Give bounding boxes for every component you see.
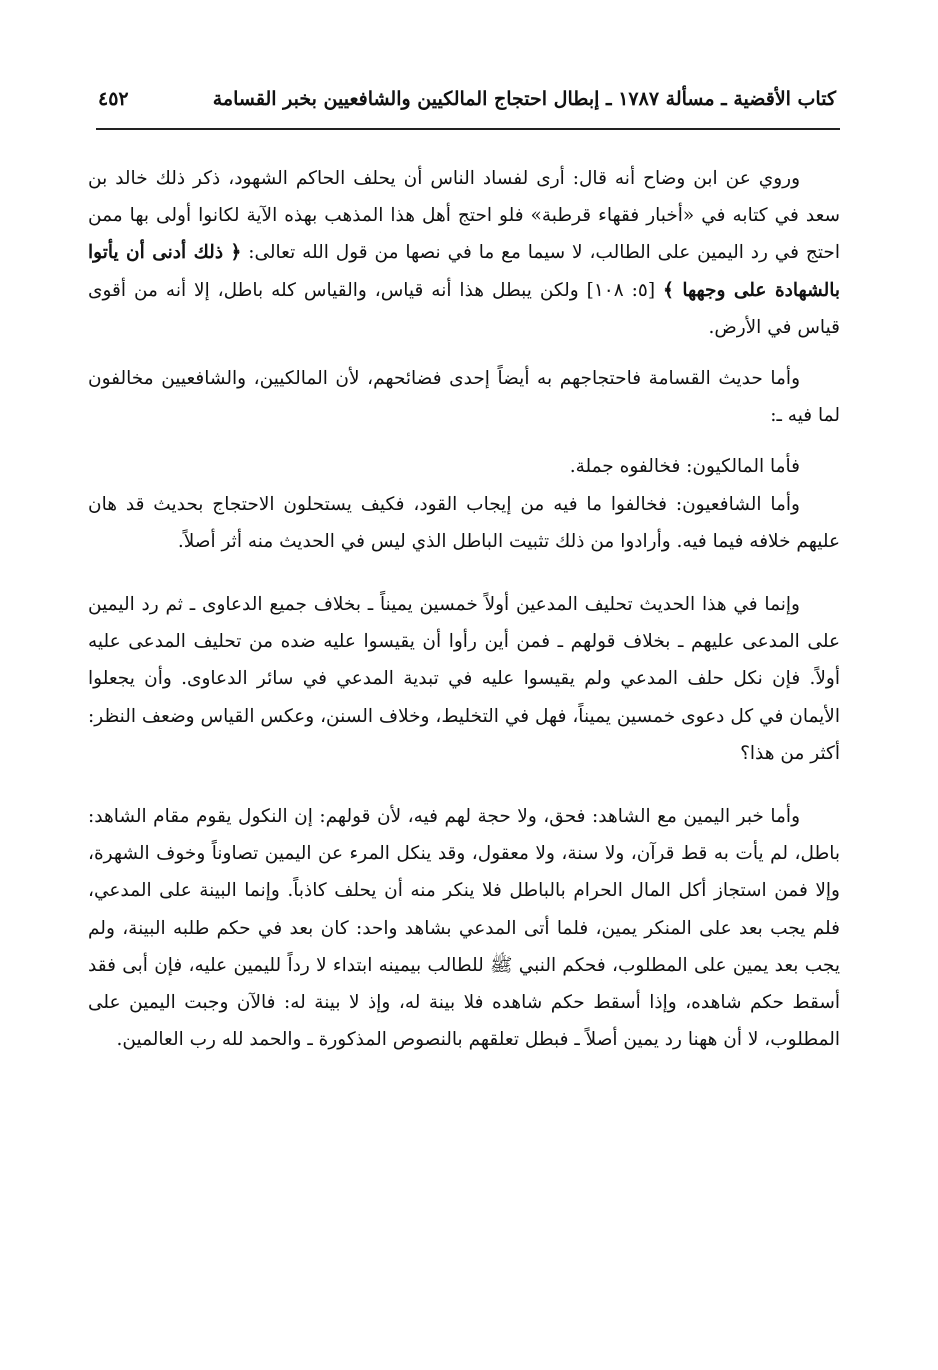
paragraph-gap <box>88 560 840 586</box>
paragraph-gap <box>88 434 840 448</box>
page-number: ٤٥٢ <box>98 88 129 110</box>
paragraph-text: وروي عن ابن وضاح أنه قال: أرى لفساد الناس أن يحلف الحاكم الشهود، ذكر ذلك خالد بن سعد في كتابه في «أخبار فقهاء قرطبة» فلو احتج أهل هذا المذهب بهذه الآية لكانوا أولى بها ممن احتج في رد اليمين على الطالب، لا سيما مع ما في نصها من قول الله تعالى: <box>88 168 841 264</box>
paragraph-shafiis: وأما الشافعيون: فخالفوا ما فيه من إيجاب القود، فكيف يستحلون الاحتجاج بحديث قد هان عليهم خلافه فيما فيه. وأرادوا من ذلك تثبيت الباطل الذي ليس في الحديث منه أثر أصلاً. <box>88 493 840 552</box>
body-text <box>88 160 840 1058</box>
paragraph-hadith: وإنما في هذا الحديث تحليف المدعين أولاً خمسين يميناً ـ بخلاف جميع الدعاوى ـ ثم رد اليمين على المدعى عليهم ـ بخلاف قولهم ـ فمن أين رأوا أن يقيسوا عليه ضده من تحليف المدعى عليه أولاً. فإن نكل حلف المدعي ولم يقيسوا عليه في تبدية المدعي في سائر الدعاوى. وأن يجعلوا الأيمان في كل دعوى خمسين يميناً، فهل في التخليط، وخلاف السنن، وعكس القياس وضعف النظر: أكثر من هذا؟ <box>88 594 840 764</box>
paragraph-malikis: فأما المالكيون: فخالفوه جملة. <box>569 456 800 478</box>
paragraph-qasama: وأما حديث القسامة فاحتجاجهم به أيضاً إحدى فضائحهم، لأن المالكيين، والشافعيين مخالفون لما فيه ـ: <box>88 368 840 427</box>
paragraph-gap <box>88 346 840 360</box>
paragraph-text: [٥: ١٠٨] ولكن يبطل هذا أنه قياس، والقياس كله باطل، إلا أنه من أقوى قياس في الأرض. <box>88 279 840 338</box>
paragraph-ibn-waddah <box>88 160 840 346</box>
paragraph-oath-witness: وأما خبر اليمين مع الشاهد: فحق، ولا حجة لهم فيه، لأن قولهم: إن النكول يقوم مقام الشاهد: باطل، لم يأت به قط قرآن، ولا سنة، ولا معقول، وقد ينكل المرء عن اليمين تصاوناً وخوف الشهرة، وإلا فمن استجاز أكل المال الحرام بالباطل فلا ينكر منه أن يحلف كاذباً. وإنما البينة على المدعي، فلم يجب بعد على المنكر يمين، فلما أتى المدعي بشاهد واحد: كان بعد في حكم طلبه البينة، ولم يجب بعد يمين على المطلوب، فحكم النبي ﷺ للطالب بيمينه ابتداء لا رداً لليمين عليه، فإن أبى فقد أسقط حكم شاهده، وإذا أسقط حكم شاهده فلا بينة له، وإذ لا بينة له: فالآن وجبت اليمين على المطلوب، لا أن ههنا رد يمين أصلاً ـ فبطل تعلقهم بالنصوص المذكورة ـ والحمد لله رب العالمين. <box>88 806 840 1051</box>
paragraph-gap <box>88 772 840 798</box>
running-header <box>96 84 840 130</box>
header-title: كتاب الأقضية ـ مسألة ١٧٨٧ ـ إبطال احتجاج المالكيين والشافعيين بخبر القسامة <box>212 88 836 110</box>
quran-verse: ﴿ ذلك أدنى أن يأتوا بالشهادة على وجهها ﴾ <box>88 242 840 301</box>
